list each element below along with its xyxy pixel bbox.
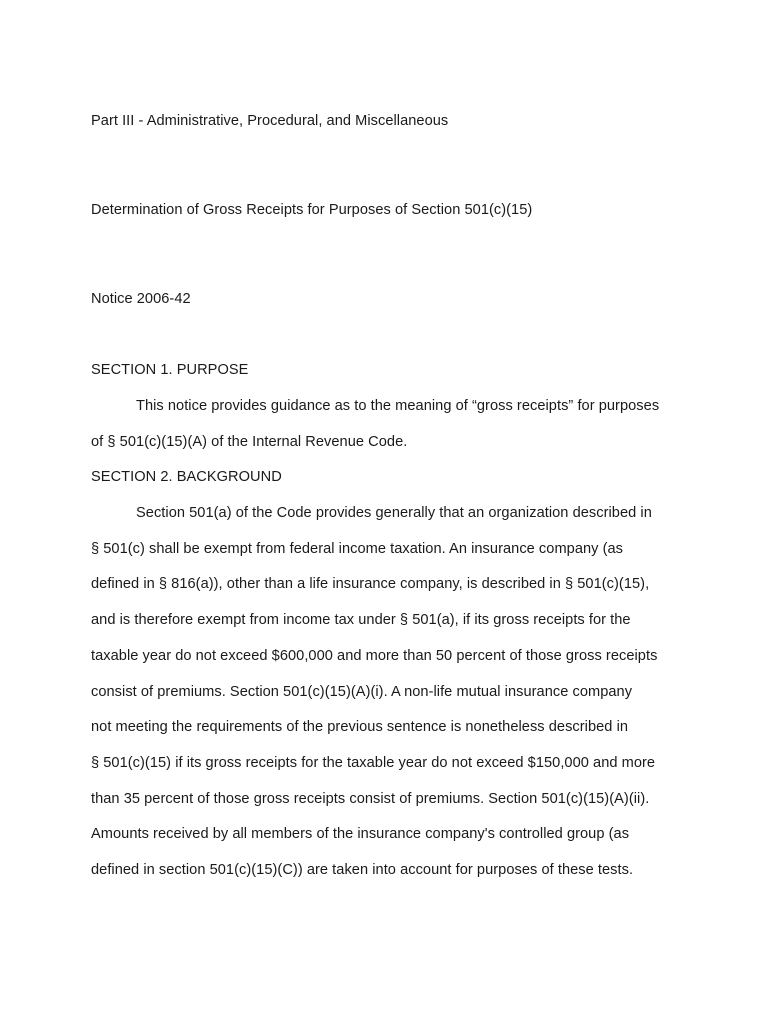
paragraph-line: consist of premiums. Section 501(c)(15)(A)(i). A non-life mutual insurance company bbox=[91, 684, 633, 700]
notice-number: Notice 2006-42 bbox=[91, 291, 191, 307]
paragraph-line: Amounts received by all members of the insurance company's controlled group (as bbox=[91, 826, 630, 842]
part-heading: Part III - Administrative, Procedural, and Miscellaneous bbox=[91, 113, 449, 129]
paragraph-line: defined in section 501(c)(15)(C)) are taken into account for purposes of these tests. bbox=[91, 862, 634, 878]
paragraph-line: not meeting the requirements of the previous sentence is nonetheless described in bbox=[91, 719, 629, 735]
paragraph-line: than 35 percent of those gross receipts consist of premiums. Section 501(c)(15)(A)(ii). bbox=[91, 791, 650, 807]
section-2-heading: SECTION 2. BACKGROUND bbox=[91, 469, 282, 485]
paragraph-line: This notice provides guidance as to the meaning of “gross receipts” for purposes bbox=[136, 398, 660, 414]
paragraph-line: § 501(c)(15) if its gross receipts for the taxable year do not exceed $150,000 and more bbox=[91, 755, 656, 771]
paragraph-line: defined in § 816(a)), other than a life insurance company, is described in § 501(c)(15), bbox=[91, 576, 650, 592]
paragraph-line: of § 501(c)(15)(A) of the Internal Revenue Code. bbox=[91, 434, 408, 450]
paragraph-line: Section 501(a) of the Code provides generally that an organization described in bbox=[136, 505, 652, 521]
document-title: Determination of Gross Receipts for Purposes of Section 501(c)(15) bbox=[91, 202, 533, 218]
section-1-heading: SECTION 1. PURPOSE bbox=[91, 362, 249, 378]
paragraph-line: and is therefore exempt from income tax under § 501(a), if its gross receipts for the bbox=[91, 612, 631, 628]
paragraph-line: taxable year do not exceed $600,000 and more than 50 percent of those gross receipts bbox=[91, 648, 658, 664]
paragraph-line: § 501(c) shall be exempt from federal income taxation. An insurance company (as bbox=[91, 541, 624, 557]
